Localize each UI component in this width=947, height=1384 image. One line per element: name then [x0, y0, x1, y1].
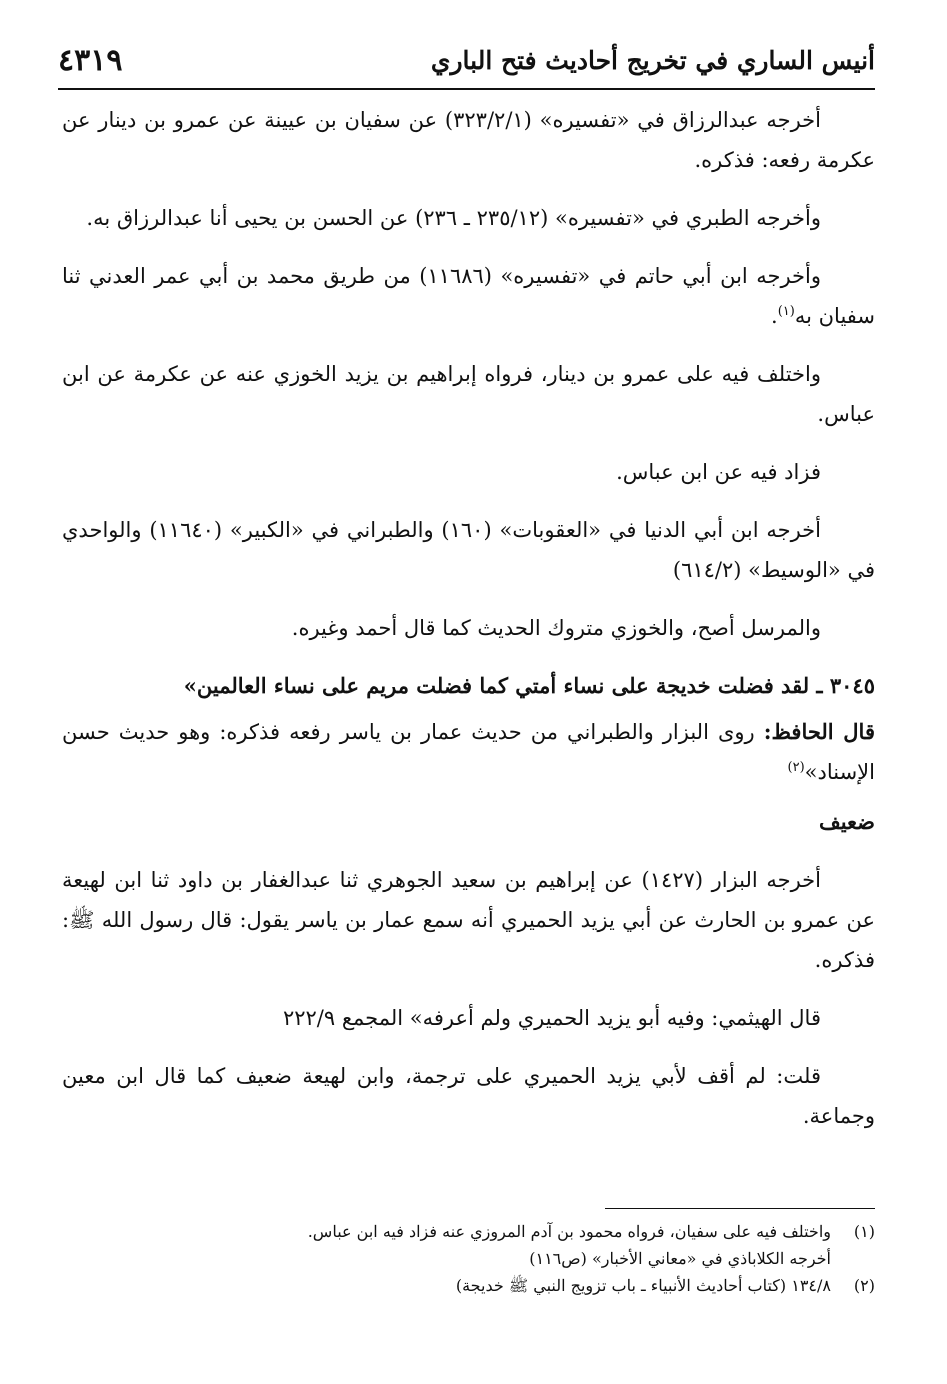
header-rule: [58, 88, 875, 90]
footnote: [62, 1218, 875, 1245]
footnotes: [62, 1218, 875, 1299]
paragraph: فزاد فيه عن ابن عباس.: [616, 460, 821, 484]
paragraph: أخرجه عبدالرزاق في «تفسيره» (٣٢٣/٢/١) عن سفيان بن عيينة عن عمرو بن دينار عن عكرمة رفعه: فذكره.: [62, 108, 875, 172]
footnote: [62, 1272, 875, 1299]
hafiz-text: روى البزار والطبراني من حديث عمار بن ياسر رفعه فذكره: وهو حديث حسن الإسناد»: [62, 720, 875, 784]
paragraph-end: .: [771, 304, 778, 328]
footnote-continuation: أخرجه الكلاباذي في «معاني الأخبار» (ص١١٦): [529, 1249, 831, 1268]
paragraph: [62, 712, 875, 792]
footnote-text: واختلف فيه على سفيان، فرواه محمود بن آدم المروزي عنه فزاد فيه ابن عباس.: [307, 1222, 831, 1241]
footnote-reference: (١): [777, 304, 795, 319]
paragraph: والمرسل أصح، والخوزي متروك الحديث كما قال أحمد وغيره.: [291, 616, 821, 640]
footnote-text: ١٣٤/٨ (كتاب أحاديث الأنبياء ـ باب تزويج النبي ﷺ خديجة): [455, 1276, 831, 1295]
paragraph: واختلف فيه على عمرو بن دينار، فرواه إبراهيم بن يزيد الخوزي عنه عن عكرمة عن ابن عباس.: [62, 362, 875, 426]
book-title: أنيس الساري في تخريج أحاديث فتح الباري: [430, 45, 875, 75]
hafiz-label: قال الحافظ:: [763, 719, 875, 744]
running-header: [58, 38, 875, 82]
paragraph-text: وأخرجه ابن أبي حاتم في «تفسيره» (١١٦٨٦) من طريق محمد بن أبي عمر العدني ثنا سفيان به: [62, 264, 875, 328]
paragraph: وأخرجه الطبري في «تفسيره» (٢٣٥/١٢ ـ ٢٣٦) عن الحسن بن يحيى أنا عبدالرزاق به.: [86, 206, 821, 230]
hadith-heading: ٣٠٤٥ ـ لقد فضلت خديجة على نساء أمتي كما فضلت مريم على نساء العالمين»: [183, 673, 875, 698]
paragraph: قلت: لم أقف لأبي يزيد الحميري على ترجمة، وابن لهيعة ضعيف كما قال ابن معين وجماعة.: [62, 1064, 875, 1128]
page-number: ٤٣١٩: [58, 42, 123, 78]
paragraph: [62, 256, 875, 336]
footnote-rule: [605, 1208, 875, 1209]
paragraph: قال الهيثمي: وفيه أبو يزيد الحميري ولم أعرفه» المجمع ٢٢٢/٩: [282, 1006, 821, 1030]
paragraph: أخرجه ابن أبي الدنيا في «العقوبات» (١٦٠) والطبراني في «الكبير» (١١٦٤٠) والواحدي في «الوسيط» (٦١٤/٢): [62, 518, 875, 582]
grading-verdict: ضعيف: [818, 809, 875, 834]
footnote-number: (٢): [853, 1276, 875, 1295]
paragraph: أخرجه البزار (١٤٢٧) عن إبراهيم بن سعيد الجوهري ثنا عبدالغفار بن داود ثنا ابن لهيعة عن عمرو بن الحارث عن أبي يزيد الحميري أنه سمع عمار بن ياسر يقول: قال رسول الله ﷺ: فذكره.: [62, 868, 875, 972]
footnote-number: (١): [853, 1222, 875, 1241]
footnote-reference: (٢): [787, 760, 805, 775]
main-text: [62, 100, 875, 1154]
